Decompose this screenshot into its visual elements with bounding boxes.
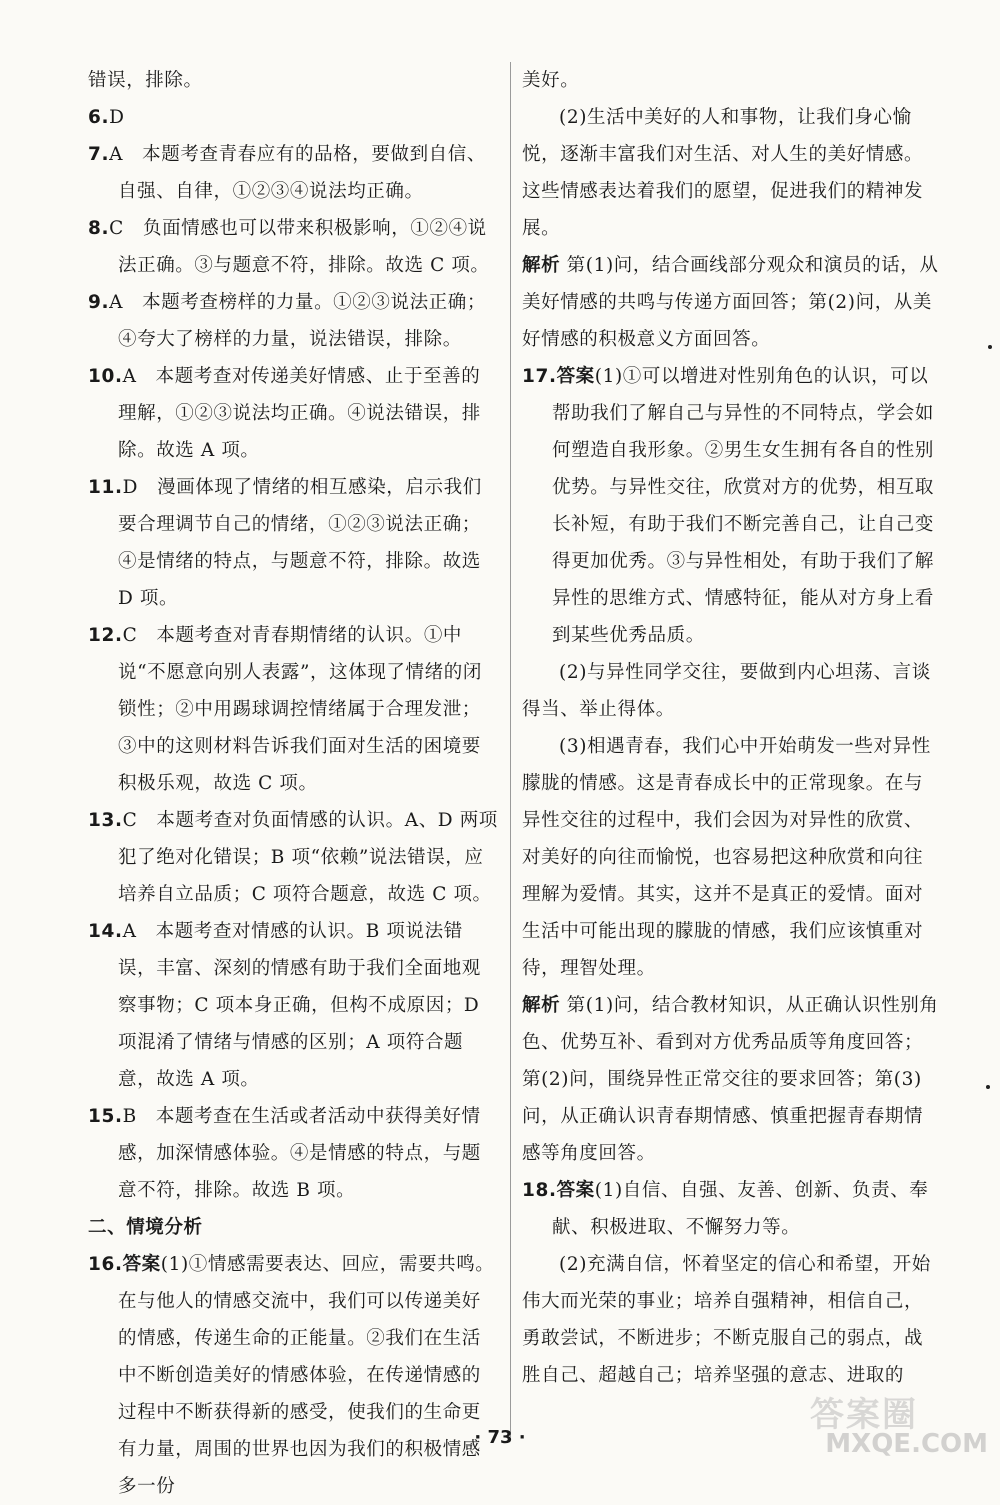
answer-text: A 本题考查榜样的力量。①②③说法正确；④夸大了榜样的力量，说法错误，排除。	[109, 292, 486, 350]
answer-item	[88, 99, 498, 136]
answer-item	[88, 1098, 498, 1209]
right-column	[522, 62, 942, 1394]
answer-tag: 答案	[556, 1180, 595, 1201]
answer-text: B 本题考查在生活或者活动中获得美好情感，加深情感体验。④是情感的特点，与题意不符，排除。故选 B 项。	[118, 1106, 481, 1201]
column-divider	[510, 62, 511, 1437]
answer-item	[88, 469, 498, 617]
question-number: 13.	[88, 810, 123, 831]
analysis-tag: 解析	[522, 995, 561, 1016]
answer-block	[88, 1246, 498, 1505]
question-number: 15.	[88, 1106, 123, 1127]
question-number: 11.	[88, 477, 123, 498]
left-column	[88, 62, 498, 1505]
answer-item	[88, 284, 498, 358]
answer-item	[88, 913, 498, 1098]
paragraph: (3)相遇青春，我们心中开始萌发一些对异性朦胧的情感。这是青春成长中的正常现象。在与异性交往的过程中，我们会因为对异性的欣赏、对美好的向往而愉悦，也容易把这种欣赏和向往理解为爱情。其实，这并不是真正的爱情。面对生活中可能出现的朦胧的情感，我们应该慎重对待，理智处理。	[522, 736, 931, 979]
question-number: 9.	[88, 292, 110, 313]
watermark-seal: 答案圈	[810, 1395, 918, 1435]
answer-item	[88, 210, 498, 284]
continued-text: 错误，排除。	[88, 70, 203, 91]
analysis-block	[522, 987, 942, 1172]
answer-text: C 本题考查对负面情感的认识。A、D 两项犯了绝对化错误；B 项“依赖”说法错误，应培养自立品质；C 项符合题意，故选 C 项。	[118, 810, 498, 905]
question-number: 17.	[522, 366, 557, 387]
margin-mark	[986, 1085, 990, 1089]
answer-text: (1)①情感需要表达、回应，需要共鸣。在与他人的情感交流中，我们可以传递美好的情感，传递生命的正能量。②我们在生活中不断创造美好的情感体验，在传递情感的过程中不断获得新的感受，使我们的生命更有力量，周围的世界也因为我们的积极情感多一份	[118, 1254, 495, 1497]
continued-text: 美好。	[522, 70, 580, 91]
analysis-block	[522, 247, 942, 358]
page-number: · 73 ·	[474, 1427, 526, 1448]
answer-tag: 答案	[122, 1254, 161, 1275]
answer-item	[88, 617, 498, 802]
watermark-logo	[778, 1387, 988, 1459]
question-number: 16.	[88, 1254, 123, 1275]
analysis-text: 第(1)问，结合画线部分观众和演员的话，从美好情感的共鸣与传递方面回答；第(2)问，从美好情感的积极意义方面回答。	[522, 255, 939, 350]
paragraph: (2)充满自信，怀着坚定的信心和希望，开始伟大而光荣的事业；培养自强精神，相信自己，勇敢尝试，不断进步；不断克服自己的弱点，战胜自己、超越自己；培养坚强的意志、进取的	[522, 1254, 931, 1386]
question-number: 6.	[88, 107, 110, 128]
answer-text: (1)自信、自强、友善、创新、负责、奉献、积极进取、不懈努力等。	[552, 1180, 929, 1238]
analysis-tag: 解析	[522, 255, 561, 276]
question-number: 10.	[88, 366, 123, 387]
answer-text: C 负面情感也可以带来积极影响，①②④说法正确。③与题意不符，排除。故选 C 项。	[109, 218, 490, 276]
question-number: 12.	[88, 625, 123, 646]
answer-text: C 本题考查对青春期情绪的认识。①中说“不愿意向别人表露”，这体现了情绪的闭锁性；②中用踢球调控情绪属于合理发泄；③中的这则材料告诉我们面对生活的困境要积极乐观，故选 C 项。	[118, 625, 482, 794]
answer-tag: 答案	[556, 366, 595, 387]
paragraph: (2)与异性同学交往，要做到内心坦荡、言谈得当、举止得体。	[522, 662, 931, 720]
question-number: 8.	[88, 218, 110, 239]
answer-text: A 本题考查对情感的认识。B 项说法错误，丰富、深刻的情感有助于我们全面地观察事物；C 项本身正确，但构不成原因；D 项混淆了情绪与情感的区别；A 项符合题意，故选 A 项。	[118, 921, 481, 1090]
answer-text: D	[109, 107, 125, 128]
answer-item	[88, 358, 498, 469]
question-number: 7.	[88, 144, 110, 165]
answer-text: A 本题考查对传递美好情感、止于至善的理解，①②③说法均正确。④说法错误，排除。故选 A 项。	[118, 366, 481, 461]
answer-block	[522, 358, 942, 654]
answer-text: D 漫画体现了情绪的相互感染，启示我们要合理调节自己的情绪，①②③说法正确；④是情绪的特点，与题意不符，排除。故选 D 项。	[118, 477, 482, 609]
section-heading: 二、情境分析	[88, 1217, 203, 1238]
answer-text: A 本题考查青春应有的品格，要做到自信、自强、自律，①②③④说法均正确。	[109, 144, 486, 202]
analysis-text: 第(1)问，结合教材知识，从正确认识性别角色、优势互补、看到对方优秀品质等角度回答；第(2)问，围绕异性正常交往的要求回答；第(3)问，从正确认识青春期情感、慎重把握青春期情感等角度回答。	[522, 995, 939, 1164]
answer-item	[88, 136, 498, 210]
question-number: 18.	[522, 1180, 557, 1201]
paragraph: (2)生活中美好的人和事物，让我们身心愉悦，逐渐丰富我们对生活、对人生的美好情感。这些情感表达着我们的愿望，促进我们的精神发展。	[522, 107, 924, 239]
margin-mark	[988, 345, 992, 349]
answer-block	[522, 1172, 942, 1246]
answer-text: (1)①可以增进对性别角色的认识，可以帮助我们了解自己与异性的不同特点，学会如何塑造自我形象。②男生女生拥有各自的性别优势。与异性交往，欣赏对方的优势，相互取长补短，有助于我们不断完善自己，让自己变得更加优秀。③与异性相处，有助于我们了解异性的思维方式、情感特征，能从对方身上看到某些优秀品质。	[552, 366, 935, 646]
watermark-site: MXQE.COM	[825, 1429, 988, 1459]
answer-item	[88, 802, 498, 913]
question-number: 14.	[88, 921, 123, 942]
